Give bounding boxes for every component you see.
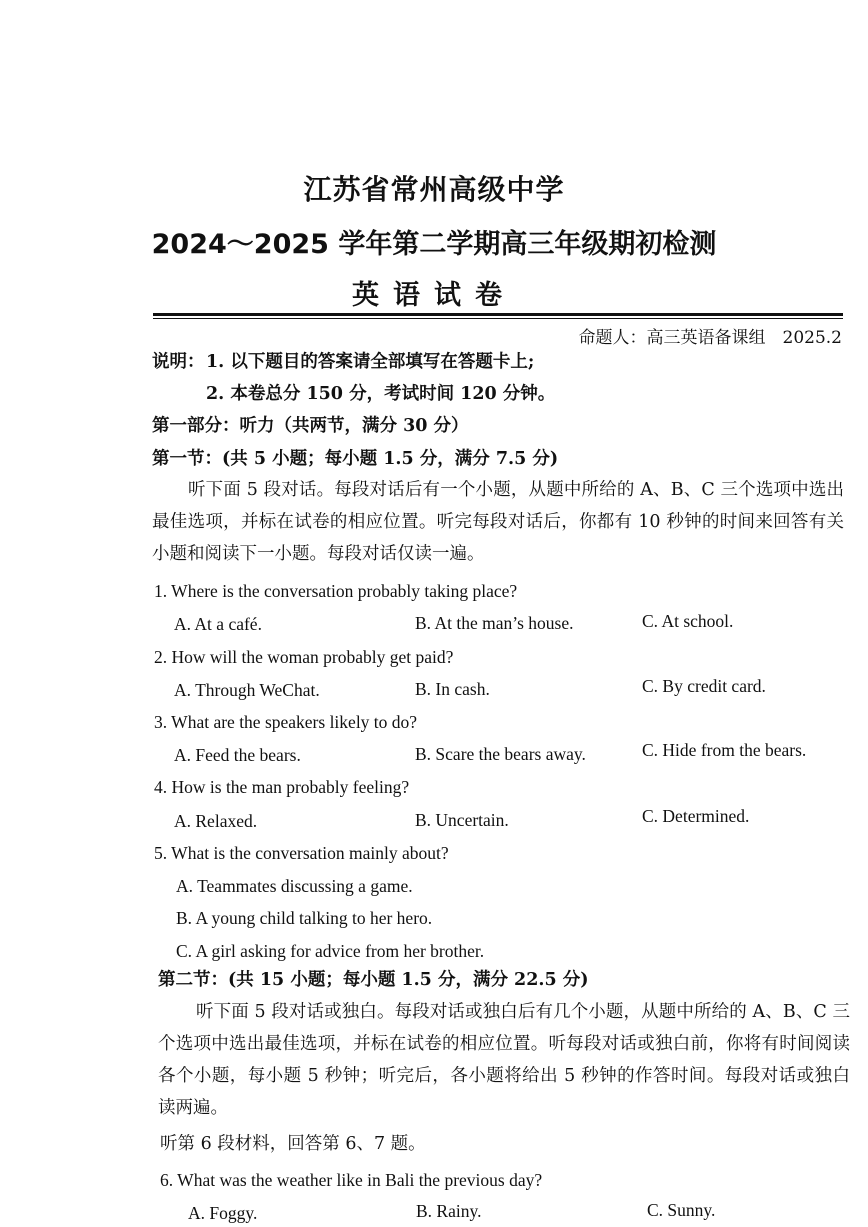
notes-label: 说明： [152,352,205,372]
question-3-option-c: C. Hide from the bears. [642,740,807,760]
question-3-stem: 3. What are the speakers likely to do? [154,712,418,732]
section2-instructions: 听下面 5 段对话或独白。每段对话或独白后有几个小题，从题中所给的 A、B、C 三个选项中选出最佳选项，并标在试卷的相应位置。听每段对话或独白前，你将有时间阅读各个小题，每小题 5 秒钟；听完后，各小题将给出 5 秒钟的作答时间。每段对话或独白读两遍。 [158,1002,850,1118]
question-2-option-c: C. By credit card. [642,676,766,696]
question-6-stem: 6. What was the weather like in Bali the previous day? [160,1170,543,1190]
section1-heading: 第一节：(共 5 小题；每小题 1.5 分，满分 7.5 分) [152,449,559,469]
section1-instructions: 听下面 5 段对话。每段对话后有一个小题，从题中所给的 A、B、C 三个选项中选出最佳选项，并标在试卷的相应位置。听完每段对话后，你都有 10 秒钟的时间来回答有关小题和阅读下一小题。每段对话仅读一遍。 [152,480,844,564]
question-2-stem: 2. How will the woman probably get paid? [154,647,454,667]
paper-title: 英语试卷 [352,280,516,311]
question-4-stem: 4. How is the man probably feeling? [154,777,410,797]
question-5-option-a: A. Teammates discussing a game. [176,876,413,896]
exam-title: 2024～2025 学年第二学期高三年级期初检测 [151,229,717,260]
question-5-option-b: B. A young child talking to her hero. [176,908,433,928]
question-1-option-a: A. At a café. [174,614,262,634]
question-5-option-c: C. A girl asking for advice from her brother. [176,941,485,961]
question-4-option-c: C. Determined. [642,806,750,826]
part1-heading: 第一部分：听力（共两节，满分 30 分） [152,416,469,436]
question-2-option-b: B. In cash. [415,679,490,699]
question-6-option-c: C. Sunny. [647,1200,716,1220]
question-3-option-a: A. Feed the bears. [174,745,301,765]
question-6-option-a: A. Foggy. [188,1203,258,1223]
section2-heading: 第二节：(共 15 小题；每小题 1.5 分，满分 22.5 分) [158,970,589,990]
question-1-stem: 1. Where is the conversation probably taking place? [154,581,518,601]
question-3-option-b: B. Scare the bears away. [415,744,586,764]
question-1-option-c: C. At school. [642,611,734,631]
question-4-option-b: B. Uncertain. [415,810,509,830]
author-line: 命题人：高三英语备课组 2025.2 [578,328,842,348]
header-rule-thin [153,318,843,319]
question-6-option-b: B. Rainy. [416,1201,482,1221]
note-item-2: 2. 本卷总分 150 分，考试时间 120 分钟。 [206,384,556,404]
school-name: 江苏省常州高级中学 [303,173,565,206]
header-rule-thick [153,313,843,316]
material-note: 听第 6 段材料，回答第 6、7 题。 [160,1134,426,1154]
question-5-stem: 5. What is the conversation mainly about? [154,843,449,863]
question-2-option-a: A. Through WeChat. [174,680,320,700]
note-item-1: 1. 以下题目的答案请全部填写在答题卡上; [206,352,535,372]
question-4-option-a: A. Relaxed. [174,811,258,831]
question-1-option-b: B. At the man’s house. [415,613,574,633]
